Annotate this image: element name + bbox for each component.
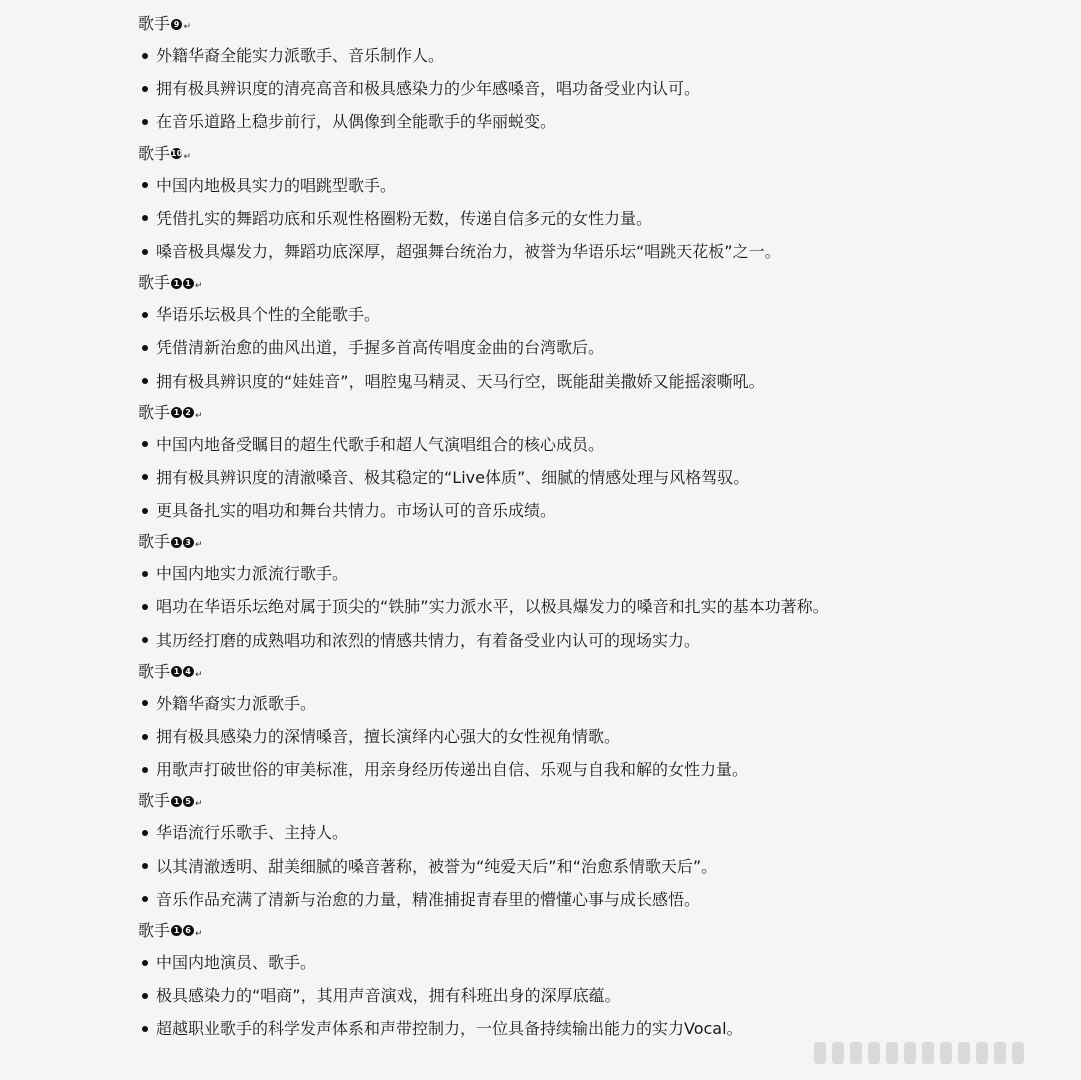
bullet-dot-icon [142,119,148,125]
circled-number-icon: 1 [171,666,182,677]
bullet-dot-icon [142,830,148,836]
list-item [138,298,1038,331]
list-item [138,39,1038,72]
section-label: 歌手 [138,532,171,552]
list-item [138,365,1038,398]
list-item-text: 外籍华裔全能实力派歌手、音乐制作人。 [156,46,445,65]
bullet-list [138,39,1038,139]
section-title [138,916,1038,946]
section-title [138,268,1038,298]
section-label: 歌手 [138,14,171,33]
list-item [138,590,1038,623]
section-title [138,527,1038,557]
bullet-dot-icon [142,53,148,59]
list-item-text: 其历经打磨的成熟唱功和浓烈的情感共情力，有着备受业内认可的现场实力。 [156,630,701,650]
list-item [138,883,1038,916]
circled-number-icon: 1 [171,278,182,289]
list-item-text: 音乐作品充满了清新与治愈的力量，精准捕捉青春里的懵懂心事与成长感悟。 [156,889,701,909]
bullet-dot-icon [142,345,148,351]
list-item-text: 中国内地备受瞩目的超生代歌手和超人气演唱组合的核心成员。 [156,434,605,454]
return-arrow-icon: ↵ [195,540,203,551]
circled-number-icon: 6 [183,925,194,936]
list-item-text: 拥有极具辨识度的“娃娃音”，唱腔鬼马精灵、天马行空，既能甜美撒娇又能摇滚嘶吼。 [156,371,765,391]
grip-bar-icon [940,1042,952,1064]
list-item-text: 拥有极具辨识度的清亮高音和极具感染力的少年感嗓音，唱功备受业内认可。 [156,79,701,99]
list-item [138,1012,1038,1045]
bullet-dot-icon [142,215,148,221]
section-title [138,139,1038,169]
bullet-dot-icon [142,1026,148,1032]
list-item [138,72,1038,105]
bullet-dot-icon [142,312,148,318]
section-number [171,19,183,30]
bullet-dot-icon [142,896,148,902]
bullet-dot-icon [142,700,148,706]
circled-number-icon: 10 [171,149,183,159]
list-item-text: 嗓音极具爆发力，舞蹈功底深厚，超强舞台统治力，被誉为华语乐坛“唱跳天花板”之一。 [156,241,781,261]
list-item-text: 在音乐道路上稳步前行，从偶像到全能歌手的华丽蜕变。 [156,112,557,132]
list-item [138,169,1038,202]
bullet-dot-icon [142,182,148,188]
bullet-list [138,687,1038,787]
bullet-list [138,816,1038,916]
list-item [138,557,1038,590]
circled-number-icon: 3 [183,537,194,548]
section-label: 歌手 [138,402,171,422]
list-item-text: 唱功在华语乐坛绝对属于顶尖的“铁肺”实力派水平，以极具爆发力的嗓音和扎实的基本功著称。 [156,597,829,617]
list-item-text: 华语乐坛极具个性的全能歌手。 [156,305,381,325]
section-number [171,796,194,807]
bullet-dot-icon [142,378,148,384]
section-number [171,666,194,677]
section-title [138,9,1038,39]
list-item [138,461,1038,494]
list-item [138,946,1038,979]
list-item [138,687,1038,720]
bullet-list [138,557,1038,657]
bullet-list [138,946,1038,1046]
list-item-text: 中国内地极具实力的唱跳型歌手。 [156,175,397,195]
drag-handle[interactable] [814,1042,1024,1064]
list-item-text: 中国内地演员、歌手。 [156,952,317,972]
section-title [138,786,1038,816]
return-arrow-icon: ↵ [195,281,203,292]
list-item [138,816,1038,849]
section-number [171,925,194,936]
circled-number-icon: 9 [171,19,182,30]
list-item [138,428,1038,461]
list-item-text: 中国内地实力派流行歌手。 [156,564,349,584]
circled-number-icon: 1 [171,537,182,548]
bullet-dot-icon [142,863,148,869]
list-item [138,979,1038,1012]
grip-bar-icon [994,1042,1006,1064]
return-arrow-icon: ↵ [195,928,203,939]
list-item-text: 外籍华裔实力派歌手。 [156,693,317,713]
grip-bar-icon [832,1042,844,1064]
return-arrow-icon: ↵ [195,410,203,421]
bullet-list [138,298,1038,398]
grip-bar-icon [814,1042,826,1064]
list-item-text: 超越职业歌手的科学发声体系和声带控制力，一位具备持续输出能力的实力Vocal。 [156,1019,743,1039]
list-item [138,850,1038,883]
grip-bar-icon [922,1042,934,1064]
section-label: 歌手 [138,143,171,163]
bullet-dot-icon [142,474,148,480]
list-item-text: 拥有极具感染力的深情嗓音，擅长演绎内心强大的女性视角情歌。 [156,727,621,746]
list-item [138,720,1038,753]
bullet-list [138,169,1038,269]
list-item [138,235,1038,268]
list-item [138,753,1038,786]
bullet-dot-icon [142,767,148,773]
bullet-dot-icon [142,637,148,643]
section-title [138,398,1038,428]
section-label: 歌手 [138,920,171,940]
return-arrow-icon: ↵ [195,799,203,810]
section-label: 歌手 [138,273,171,293]
circled-number-icon: 5 [183,796,194,807]
list-item [138,105,1038,138]
circled-number-icon: 1 [171,796,182,807]
section-number [171,407,194,418]
list-item-text: 拥有极具辨识度的清澈嗓音、极其稳定的“Live体质”、细腻的情感处理与风格驾驭。 [156,467,750,487]
bullet-dot-icon [142,249,148,255]
section-label: 歌手 [138,661,171,681]
grip-bar-icon [886,1042,898,1064]
list-item [138,202,1038,235]
section-label: 歌手 [138,791,171,811]
bullet-dot-icon [142,86,148,92]
list-item [138,624,1038,657]
list-item-text: 凭借清新治愈的曲风出道，手握多首高传唱度金曲的台湾歌后。 [156,338,605,358]
circled-number-icon: 1 [171,407,182,418]
circled-number-icon: 1 [183,278,194,289]
bullet-dot-icon [142,734,148,740]
circled-number-icon: 4 [183,666,194,677]
return-arrow-icon: ↵ [183,151,192,162]
document-body [138,9,1038,1046]
section-title [138,657,1038,687]
list-item [138,331,1038,364]
bullet-dot-icon [142,571,148,577]
list-item-text: 更具备扎实的唱功和舞台共情力。市场认可的音乐成绩。 [156,501,557,521]
grip-bar-icon [1012,1042,1024,1064]
bullet-dot-icon [142,508,148,514]
section-number [171,278,194,289]
grip-bar-icon [958,1042,970,1064]
list-item [138,494,1038,527]
section-number [171,148,183,159]
circled-number-icon: 2 [183,407,194,418]
section-number [171,537,194,548]
return-arrow-icon: ↵ [183,22,192,32]
bullet-dot-icon [142,604,148,610]
list-item-text: 凭借扎实的舞蹈功底和乐观性格圈粉无数，传递自信多元的女性力量。 [156,208,653,228]
grip-bar-icon [904,1042,916,1064]
list-item-text: 用歌声打破世俗的审美标准，用亲身经历传递出自信、乐观与自我和解的女性力量。 [156,760,749,780]
return-arrow-icon: ↵ [195,669,203,680]
grip-bar-icon [868,1042,880,1064]
bullet-dot-icon [142,441,148,447]
grip-bar-icon [850,1042,862,1064]
bullet-list [138,428,1038,528]
grip-bar-icon [976,1042,988,1064]
list-item-text: 华语流行乐歌手、主持人。 [156,823,349,843]
list-item-text: 以其清澈透明、甜美细腻的嗓音著称，被誉为“纯爱天后”和“治愈系情歌天后”。 [156,856,718,876]
list-item-text: 极具感染力的“唱商”，其用声音演戏，拥有科班出身的深厚底蕴。 [156,986,621,1006]
circled-number-icon: 1 [171,925,182,936]
bullet-dot-icon [142,993,148,999]
bullet-dot-icon [142,960,148,966]
